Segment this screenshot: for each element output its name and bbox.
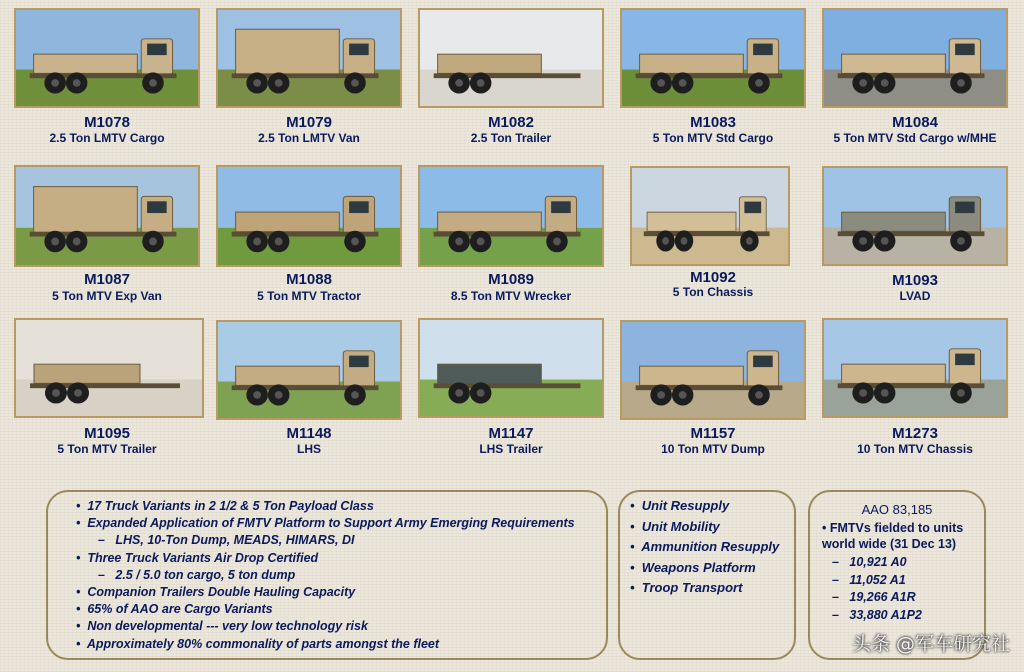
vehicle-photo: [216, 8, 402, 108]
mission-box: [618, 490, 796, 660]
summary-item: • Expanded Application of FMTV Platform to Support Army Emerging Requirements: [76, 516, 575, 531]
aao-row: – 33,880 A1P2: [832, 607, 922, 622]
vehicle-code: M1087: [84, 271, 130, 288]
summary-item: • Companion Trailers Double Hauling Capacity: [76, 585, 356, 600]
vehicle-description: 10 Ton MTV Chassis: [857, 442, 973, 456]
summary-item: • Non developmental --- very low technology risk: [76, 619, 368, 634]
vehicle-photo: [418, 165, 604, 267]
summary-subitem: – LHS, 10-Ton Dump, MEADS, HIMARS, DI: [98, 533, 355, 548]
summary-item: • 17 Truck Variants in 2 1/2 & 5 Ton Payload Class: [76, 499, 374, 513]
vehicle-code: M1089: [488, 271, 534, 288]
vehicle-description: 2.5 Ton LMTV Van: [258, 131, 360, 145]
vehicle-photo: [418, 8, 604, 108]
aao-title: AAO 83,185: [861, 502, 933, 517]
vehicle-code: M1273: [892, 425, 938, 442]
vehicle-code: M1078: [84, 114, 130, 131]
aao-row: – 19,266 A1R: [832, 590, 916, 604]
vehicle-photo: [14, 165, 200, 267]
vehicle-photo: [822, 318, 1008, 418]
vehicle-photo: [216, 165, 402, 267]
aao-row: – 11,052 A1: [832, 572, 906, 587]
watermark: 头条 @军车研究社: [851, 633, 1010, 655]
vehicle-description: LHS: [297, 442, 321, 456]
summary-item: • Approximately 80% commonality of parts amongst the fleet: [76, 636, 440, 651]
vehicle-description: 5 Ton MTV Std Cargo w/MHE: [833, 131, 997, 145]
vehicle-description: 2.5 Ton LMTV Cargo: [49, 131, 165, 145]
vehicle-photo: [822, 166, 1008, 266]
vehicle-description: 5 Ton MTV Exp Van: [52, 289, 162, 303]
aao-fielded: • FMTVs fielded to units world wide (31 Dec 13): [822, 521, 964, 551]
vehicle-photo: [418, 318, 604, 418]
mission-item: • Ammunition Resupply: [630, 539, 780, 554]
summary-item: • 65% of AAO are Cargo Variants: [76, 602, 273, 617]
vehicle-code: M1083: [690, 114, 736, 131]
vehicle-description: 5 Ton Chassis: [672, 285, 754, 299]
vehicle-description: 5 Ton MTV Std Cargo: [652, 131, 774, 145]
mission-item: • Weapons Platform: [630, 559, 756, 575]
vehicle-description: LVAD: [899, 289, 931, 303]
vehicle-description: 5 Ton MTV Trailer: [57, 442, 157, 456]
vehicle-code: M1148: [286, 425, 332, 442]
vehicle-code: M1157: [690, 425, 736, 442]
vehicle-code: M1093: [892, 272, 938, 289]
vehicle-description: 10 Ton MTV Dump: [661, 442, 765, 456]
vehicle-code: M1082: [488, 114, 534, 131]
mission-list: [630, 496, 794, 599]
vehicle-code: M1088: [286, 271, 332, 288]
vehicle-code: M1079: [286, 114, 332, 131]
vehicle-description: LHS Trailer: [479, 442, 543, 456]
vehicle-description: 2.5 Ton Trailer: [470, 131, 552, 145]
vehicle-description: 5 Ton MTV Tractor: [257, 289, 361, 303]
mission-item: • Troop Transport: [630, 580, 743, 595]
summary-subitem: – 2.5 / 5.0 ton cargo, 5 ton dump: [98, 567, 296, 582]
vehicle-photo: [822, 8, 1008, 108]
vehicle-code: M1092: [690, 269, 736, 286]
vehicle-code: M1084: [892, 114, 938, 131]
summary-item: • Three Truck Variants Air Drop Certified: [76, 550, 319, 565]
vehicle-photo: [630, 166, 790, 266]
aao-row: – 10,921 A0: [832, 555, 907, 569]
summary-box: [46, 490, 608, 660]
vehicle-photo: [14, 8, 200, 108]
vehicle-photo: [216, 320, 402, 420]
mission-item: • Unit Mobility: [630, 518, 720, 534]
summary-list: [76, 498, 606, 653]
mission-item: • Unit Resupply: [630, 498, 730, 513]
vehicle-description: 8.5 Ton MTV Wrecker: [450, 289, 572, 303]
vehicle-code: M1095: [84, 425, 130, 442]
vehicle-photo: [14, 318, 204, 418]
vehicle-photo: [620, 8, 806, 108]
vehicle-code: M1147: [488, 425, 534, 442]
vehicle-photo: [620, 320, 806, 420]
